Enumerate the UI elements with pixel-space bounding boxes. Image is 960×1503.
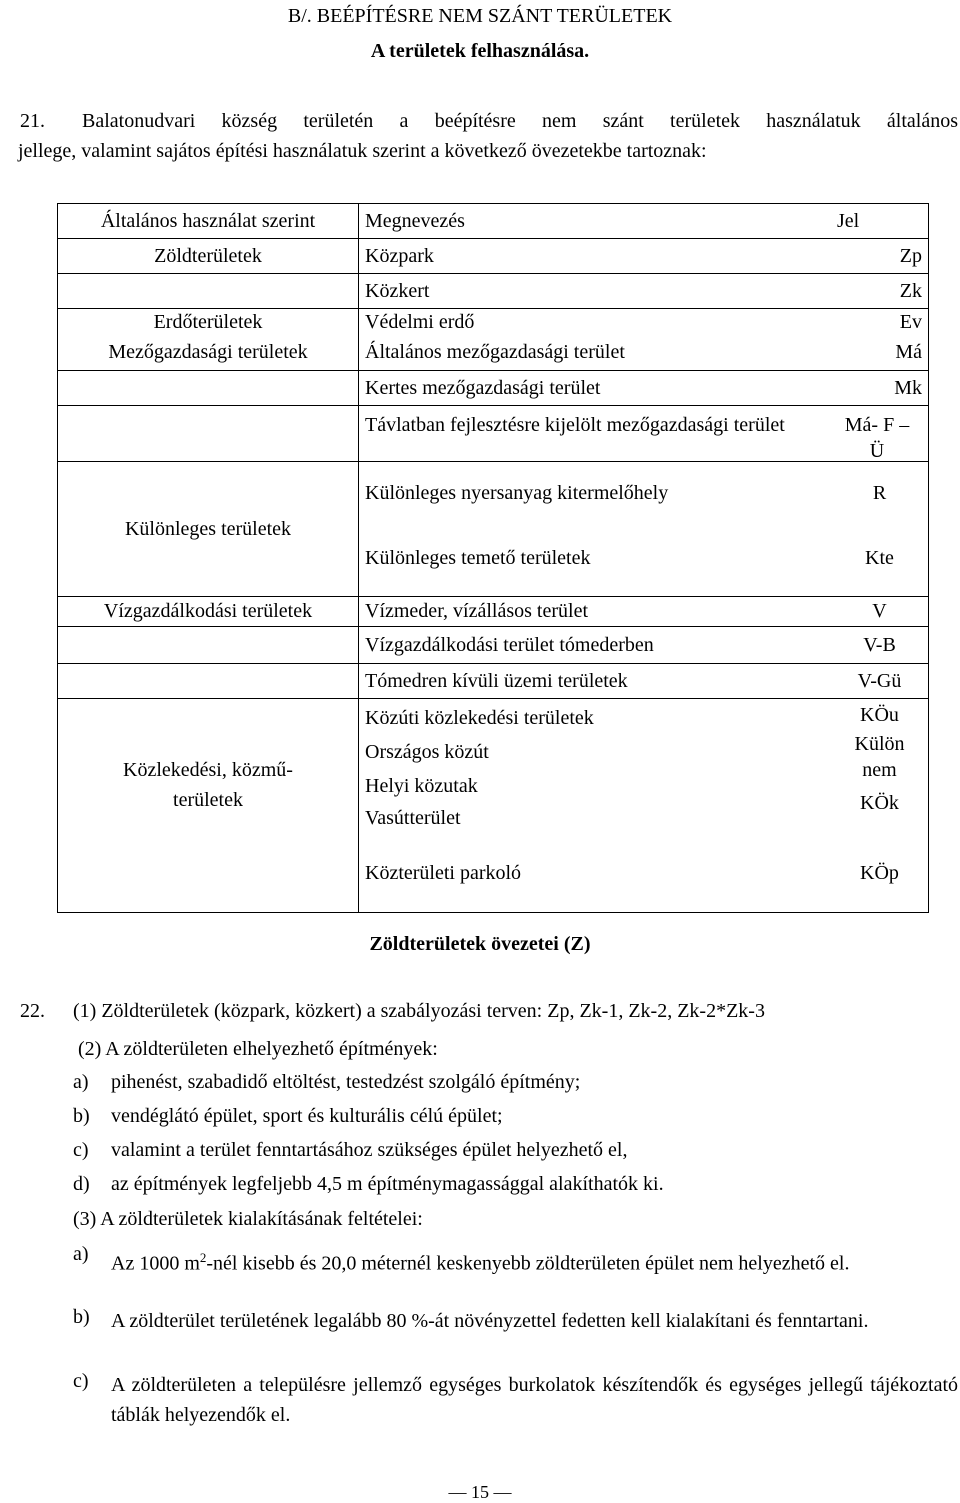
row-code: Kte — [831, 532, 929, 597]
row-category: Erdőterületek — [58, 309, 359, 336]
subheading: Zöldterületek övezetei (Z) — [369, 933, 591, 955]
row-code: Má- F – Ü — [831, 406, 929, 462]
list2-label: d) — [73, 1173, 90, 1195]
row-category — [58, 406, 359, 462]
table-row — [58, 274, 929, 309]
list2-label: a) — [73, 1071, 89, 1093]
row-code: Zk — [831, 274, 929, 309]
heading-line-1: B/. BEÉPÍTÉSRE NEM SZÁNT TERÜLETEK — [287, 5, 673, 27]
table-row — [58, 597, 929, 627]
table-row — [58, 309, 929, 336]
list3-label: c) — [73, 1370, 89, 1392]
table-row — [58, 406, 929, 462]
list2-text: vendéglátó épület, sport és kulturális célú épület; — [111, 1105, 503, 1127]
list3-label: b) — [73, 1306, 90, 1328]
row-name: Védelmi erdő — [359, 309, 832, 336]
row-category — [58, 699, 359, 913]
row-category: Mezőgazdasági területek — [58, 336, 359, 371]
row-category — [58, 371, 359, 406]
row-name: Vasútterület — [365, 807, 461, 829]
list2-text: az építmények legfeljebb 4,5 m építménymagassággal alakíthatók ki. — [111, 1173, 664, 1195]
header-code: Jel — [831, 204, 929, 239]
zones-table — [57, 203, 929, 913]
page-number: — 15 — — [448, 1482, 512, 1502]
table-row — [58, 462, 929, 532]
row-name: Vízmeder, vízállásos terület — [359, 597, 832, 627]
heading-line-2: A területek felhasználása. — [370, 40, 590, 62]
row-category: Vízgazdálkodási területek — [58, 597, 359, 627]
header-category: Általános használat szerint — [58, 204, 359, 239]
row-code-group — [831, 699, 929, 836]
row-category — [58, 664, 359, 699]
list3-text: A zöldterületen a településre jellemző egységes burkolatok készítendők és egységes jellegű tájékoztató táblák helyezendők el. — [111, 1374, 958, 1426]
row-name: Közpark — [359, 239, 832, 274]
table-header-row — [58, 204, 929, 239]
category-kozlekedesi-line-2: területek — [173, 789, 243, 812]
table-row — [58, 627, 929, 664]
row-code: Ev — [831, 309, 929, 336]
row-name: Általános mezőgazdasági terület — [359, 336, 832, 371]
list3-text: A zöldterület területének legalább 80 %-át növényzettel fedetten kell kialakítani és fenntartani. — [111, 1310, 869, 1332]
row-code: KÖu — [860, 704, 899, 726]
list3-label: a) — [73, 1243, 89, 1265]
list2-label: c) — [73, 1139, 89, 1161]
list2-text: valamint a terület fenntartásához szükséges épület helyezhető el, — [111, 1139, 628, 1161]
row-category: Különleges területek — [58, 462, 359, 597]
row-code: nem — [862, 759, 897, 781]
table-row — [58, 336, 929, 371]
row-code: V-B — [831, 627, 929, 664]
section-22-paragraph-1: (1) Zöldterületek (közpark, közkert) a szabályozási terven: Zp, Zk-1, Zk-2, Zk-2*Zk-3 — [73, 1000, 765, 1022]
list3-text-line: Az 1000 $m^2$-nél kisebb és 20,0 méternél keskenyebb zöldterületen épület nem helyezhető el. — [111, 1250, 850, 1275]
category-kozlekedesi-line-1: Közlekedési, közmű- — [123, 759, 293, 782]
row-name: Kertes mezőgazdasági terület — [359, 371, 832, 406]
row-name: Távlatban fejlesztésre kijelölt mezőgazdasági terület — [359, 406, 832, 462]
table-row — [58, 699, 929, 836]
row-name: Vízgazdálkodási terület tómederben — [359, 627, 832, 664]
row-name: Közterületi parkoló — [359, 835, 832, 912]
row-category — [58, 627, 359, 664]
row-name: Országos közút — [365, 741, 489, 763]
row-category: Zöldterületek — [58, 239, 359, 274]
row-name: Különleges nyersanyag kitermelőhely — [359, 462, 832, 532]
section-22-number: 22. — [20, 1000, 45, 1022]
row-name: Különleges temető területek — [359, 532, 832, 597]
section-21-text-line-2: jellege, valamint sajátos építési használatuk szerint a következő övezetekbe tartoznak: — [18, 140, 707, 162]
section-21-number: 21. — [20, 110, 45, 132]
section-22-paragraph-2: (2) A zöldterületen elhelyezhető építmények: — [78, 1038, 438, 1060]
table-row — [58, 239, 929, 274]
row-code: Külön — [854, 733, 905, 755]
row-code: Má — [831, 336, 929, 371]
row-name: Helyi közutak — [365, 775, 478, 797]
header-name: Megnevezés — [359, 204, 832, 239]
row-name: Közkert — [359, 274, 832, 309]
row-name: Közúti közlekedési területek — [365, 707, 594, 729]
row-name-group — [359, 699, 832, 836]
table-row — [58, 371, 929, 406]
row-code: Zp — [831, 239, 929, 274]
table-row — [58, 664, 929, 699]
row-code: V — [831, 597, 929, 627]
row-name: Tómedren kívüli üzemi területek — [359, 664, 832, 699]
row-category — [58, 274, 359, 309]
section-22-paragraph-3: (3) A zöldterületek kialakításának feltételei: — [73, 1208, 423, 1230]
list2-label: b) — [73, 1105, 90, 1127]
row-code: R — [831, 462, 929, 532]
row-code: V-Gü — [831, 664, 929, 699]
row-code: KÖk — [860, 792, 899, 814]
section-21-text-line-1: Balatonudvari község területén a beépítésre nem szánt területek használatuk általános — [82, 110, 958, 132]
list2-text: pihenést, szabadidő eltöltést, testedzést szolgáló építmény; — [111, 1071, 581, 1093]
row-code: KÖp — [831, 835, 929, 912]
row-code: Mk — [831, 371, 929, 406]
